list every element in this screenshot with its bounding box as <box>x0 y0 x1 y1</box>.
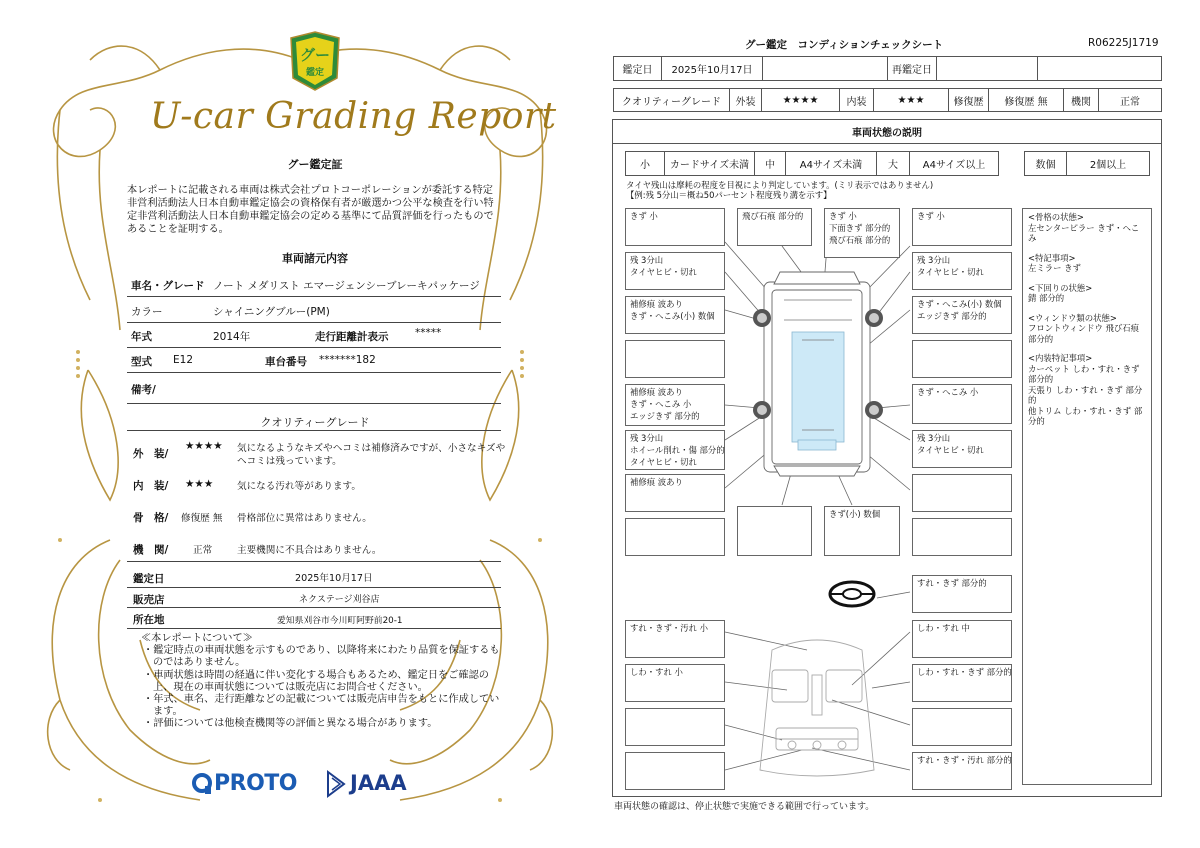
sheet-int-stars: ★★★ <box>873 88 949 112</box>
ext-box-left-6: 残 3分山 ホイール削れ・傷 部分的 タイヤヒビ・切れ <box>625 430 725 470</box>
spec-row-remarks <box>127 373 501 404</box>
recheck-value <box>936 56 1038 81</box>
spec-heading: 車両諸元内容 <box>282 252 348 265</box>
ext-box-bottom-2: きず(小) 数個 <box>824 506 900 556</box>
frame-label: 骨 格/ <box>133 512 169 524</box>
jaaa-logo: JAAA <box>350 771 407 795</box>
note-item: ・車両状態は時間の経過に伴い変化する場合もあるため、鑑定日をご確認の上、現在の車両状態については販売店にお問合せください。 <box>143 669 489 693</box>
sheet-grade-label: クオリティーグレード <box>613 88 730 112</box>
spec-row-year <box>127 323 501 348</box>
underbody-text: 錆 部分的 <box>1028 293 1065 303</box>
ext-box-left-7: 補修痕 波あり <box>625 474 725 512</box>
int-box-right-1: しわ・すれ 中 <box>912 620 1012 658</box>
document-number: R06225J1719 <box>1088 37 1159 49</box>
tire-note-2: 【例:残 5分山＝概ね50パーセント程度残り溝を示す】 <box>626 190 832 200</box>
frame-value: 修復歴 無 <box>181 513 223 524</box>
interior-notes-text: 天張り しわ・すれ・きず 部分的 <box>1028 384 1143 405</box>
condition-heading: 車両状態の説明 <box>612 119 1162 144</box>
frame-desc: 骨格部位に異常はありません。 <box>237 513 372 524</box>
spec-row-model <box>127 348 501 373</box>
ext-box-bottom-1 <box>737 506 812 556</box>
odometer-label: 走行距離計表示 <box>315 331 389 343</box>
exterior-stars: ★★★★ <box>185 440 223 452</box>
note-item: ・年式、車名、走行距離などの記載については販売店申告をもとに作成しています。 <box>143 694 500 718</box>
int-box-right-4: すれ・きず・汚れ 部分的 <box>912 752 1012 790</box>
engine-value: 正常 <box>193 545 213 556</box>
exterior-label: 外 装/ <box>133 448 169 460</box>
legend-medium-desc: A4サイズ未満 <box>785 151 877 176</box>
grade-rule <box>127 430 501 431</box>
interior-notes-heading: <内装特記事項> <box>1028 353 1093 363</box>
legend-count: 数個 <box>1024 151 1067 176</box>
exterior-desc-2: ヘコミは残っています。 <box>237 456 342 467</box>
certificate-subtitle: グー鑑定証 <box>287 158 343 171</box>
sheet-date-label: 鑑定日 <box>613 56 662 81</box>
sheet-int-label: 内装 <box>839 88 874 112</box>
date-label: 鑑定日 <box>133 573 165 585</box>
int-box-left-1: すれ・きず・汚れ 小 <box>625 620 725 658</box>
goo-badge-icon <box>287 30 343 92</box>
sheet-date-blank <box>762 56 888 81</box>
ext-box-right-3: きず・へこみ(小) 数個 エッジきず 部分的 <box>912 296 1012 334</box>
tire-note-1: タイヤ残山は摩耗の程度を目視により判定しています。(ミリ表示ではありません) <box>626 180 934 190</box>
legend-count-desc: 2個以上 <box>1066 151 1150 176</box>
ext-box-right-6: 残 3分山 タイヤヒビ・切れ <box>912 430 1012 468</box>
quality-grade-heading: クオリティーグレード <box>260 416 370 429</box>
spec-row-color <box>127 297 501 323</box>
color-value: シャイニングブルー(PM) <box>213 306 330 318</box>
underbody-heading: <下回りの状態> <box>1028 282 1093 293</box>
int-box-right-3 <box>912 708 1012 746</box>
legend-large-desc: A4サイズ以上 <box>909 151 999 176</box>
condition-side-notes <box>1022 208 1152 785</box>
legend-medium: 中 <box>754 151 786 176</box>
ext-box-right-2: 残 3分山 タイヤヒビ・切れ <box>912 252 1012 290</box>
interior-stars: ★★★ <box>185 478 214 490</box>
note-item: ・鑑定時点の車両状態を示すものであり、以降将来にわたり品質を保証するものではありません。 <box>143 645 500 669</box>
interior-notes-text: 他トリム しわ・すれ・きず 部分的 <box>1028 405 1143 426</box>
ext-box-right-5: きず・へこみ 小 <box>912 384 1012 424</box>
name-label: 車名・グレード <box>131 280 205 292</box>
legend-large: 大 <box>876 151 910 176</box>
year-label: 年式 <box>131 331 152 343</box>
ext-box-right-1: きず 小 <box>912 208 1012 246</box>
frame-condition-heading: <骨格の状態> <box>1028 212 1084 222</box>
grade-row-exterior <box>127 434 506 470</box>
spec-row-name <box>127 270 501 297</box>
date-value: 2025年10月17日 <box>295 573 373 584</box>
window-heading: <ウィンドウ類の状態> <box>1028 312 1117 323</box>
ext-box-left-1: きず 小 <box>625 208 725 246</box>
ext-box-right-8 <box>912 518 1012 556</box>
odometer-value: ***** <box>415 327 442 339</box>
int-box-left-3 <box>625 708 725 746</box>
notes-heading: ≪本レポートについて≫ <box>141 633 253 644</box>
address-value: 愛知県刈谷市今川町阿野前20-1 <box>277 616 403 626</box>
proto-logo: PROTO <box>214 771 297 796</box>
int-box-left-4 <box>625 752 725 790</box>
ext-box-left-3: 補修痕 波あり きず・へこみ(小) 数個 <box>625 296 725 334</box>
exterior-desc-1: 気になるようなキズやヘコミは補修済みですが、小さなキズや <box>237 443 506 454</box>
note-item: ・評価については他検査機関等の評価と異なる場合があります。 <box>143 718 438 730</box>
shop-label: 販売店 <box>133 594 165 606</box>
sheet-ext-label: 外装 <box>729 88 762 112</box>
legend-small-desc: カードサイズ未満 <box>664 151 755 176</box>
chassis-value: *******182 <box>319 354 376 366</box>
int-box-left-2: しわ・すれ 小 <box>625 664 725 702</box>
sheet-ext-stars: ★★★★ <box>761 88 840 112</box>
steering-wheel-icon <box>830 582 874 606</box>
recheck-blank <box>1037 56 1162 81</box>
grade-row-frame <box>127 504 501 530</box>
ext-box-top-1: 飛び石痕 部分的 <box>737 208 812 246</box>
info-row-date <box>127 566 501 588</box>
interior-desc: 気になる汚れ等があります。 <box>237 481 361 492</box>
grade-row-engine <box>127 536 501 562</box>
proto-logo-icon <box>191 772 213 796</box>
engine-label: 機 関/ <box>133 544 169 556</box>
int-box-steering: すれ・きず 部分的 <box>912 575 1012 613</box>
ext-box-right-7 <box>912 474 1012 512</box>
report-title: U-car Grading Report <box>150 96 557 137</box>
ext-box-left-4 <box>625 340 725 378</box>
ext-box-top-2: きず 小 下面きず 部分的 飛び石痕 部分的 <box>824 208 900 258</box>
address-label: 所在地 <box>133 614 165 626</box>
ext-box-left-8 <box>625 518 725 556</box>
color-label: カラー <box>131 306 163 318</box>
sheet-engine-label: 機関 <box>1063 88 1099 112</box>
name-value: ノート メダリスト エマージェンシーブレーキパッケージ <box>213 280 480 292</box>
model-value: E12 <box>173 354 193 366</box>
sheet-title: グー鑑定 コンディションチェックシート <box>745 39 944 51</box>
ext-box-left-2: 残 3分山 タイヤヒビ・切れ <box>625 252 725 290</box>
certificate-intro: 本レポートに記載される車両は株式会社プロトコーポレーションが委託する特定非営利活動法人日本自動車鑑定協会の資格保有者が厳選かつ公平な検査を行い特定非営利活動法人日本自動車鑑定協会の定める基準にて品質評価を行ったものであることを証明する。 <box>127 185 494 235</box>
grade-row-interior <box>127 472 501 498</box>
special-notes-heading: <特記事項> <box>1028 252 1076 263</box>
interior-label: 内 装/ <box>133 480 169 492</box>
model-label: 型式 <box>131 356 152 368</box>
sheet-footer-note: 車両状態の確認は、停止状態で実施できる範囲で行っています。 <box>614 802 875 812</box>
jaaa-logo-icon <box>326 770 346 798</box>
info-row-shop <box>127 588 501 608</box>
svg-text:グー: グー <box>299 46 331 64</box>
sheet-engine-value: 正常 <box>1098 88 1162 112</box>
special-notes-text: 左ミラー きず <box>1028 263 1081 273</box>
sheet-repair-value: 修復歴 無 <box>988 88 1064 112</box>
shop-value: ネクステージ刈谷店 <box>299 595 380 605</box>
info-row-address <box>127 608 501 629</box>
frame-condition-text: 左センターピラー きず・へこみ <box>1028 222 1140 243</box>
remarks-label: 備考/ <box>131 384 156 396</box>
recheck-label: 再鑑定日 <box>887 56 937 81</box>
legend-small: 小 <box>625 151 665 176</box>
window-text: フロントウィンドウ 飛び石痕 部分的 <box>1028 323 1140 344</box>
sheet-date-value: 2025年10月17日 <box>661 56 763 81</box>
int-box-right-2: しわ・すれ・きず 部分的 <box>912 664 1012 702</box>
report-notes <box>141 633 501 731</box>
chassis-label: 車台番号 <box>265 356 307 368</box>
svg-text:鑑定: 鑑定 <box>305 68 325 78</box>
interior-notes-text: カーペット しわ・すれ・きず 部分的 <box>1028 363 1140 384</box>
engine-desc: 主要機関に不具合はありません。 <box>237 545 382 556</box>
year-value: 2014年 <box>213 331 251 343</box>
sheet-repair-label: 修復歴 <box>948 88 989 112</box>
ext-box-right-4 <box>912 340 1012 378</box>
ext-box-left-5: 補修痕 波あり きず・へこみ 小 エッジきず 部分的 <box>625 384 725 426</box>
